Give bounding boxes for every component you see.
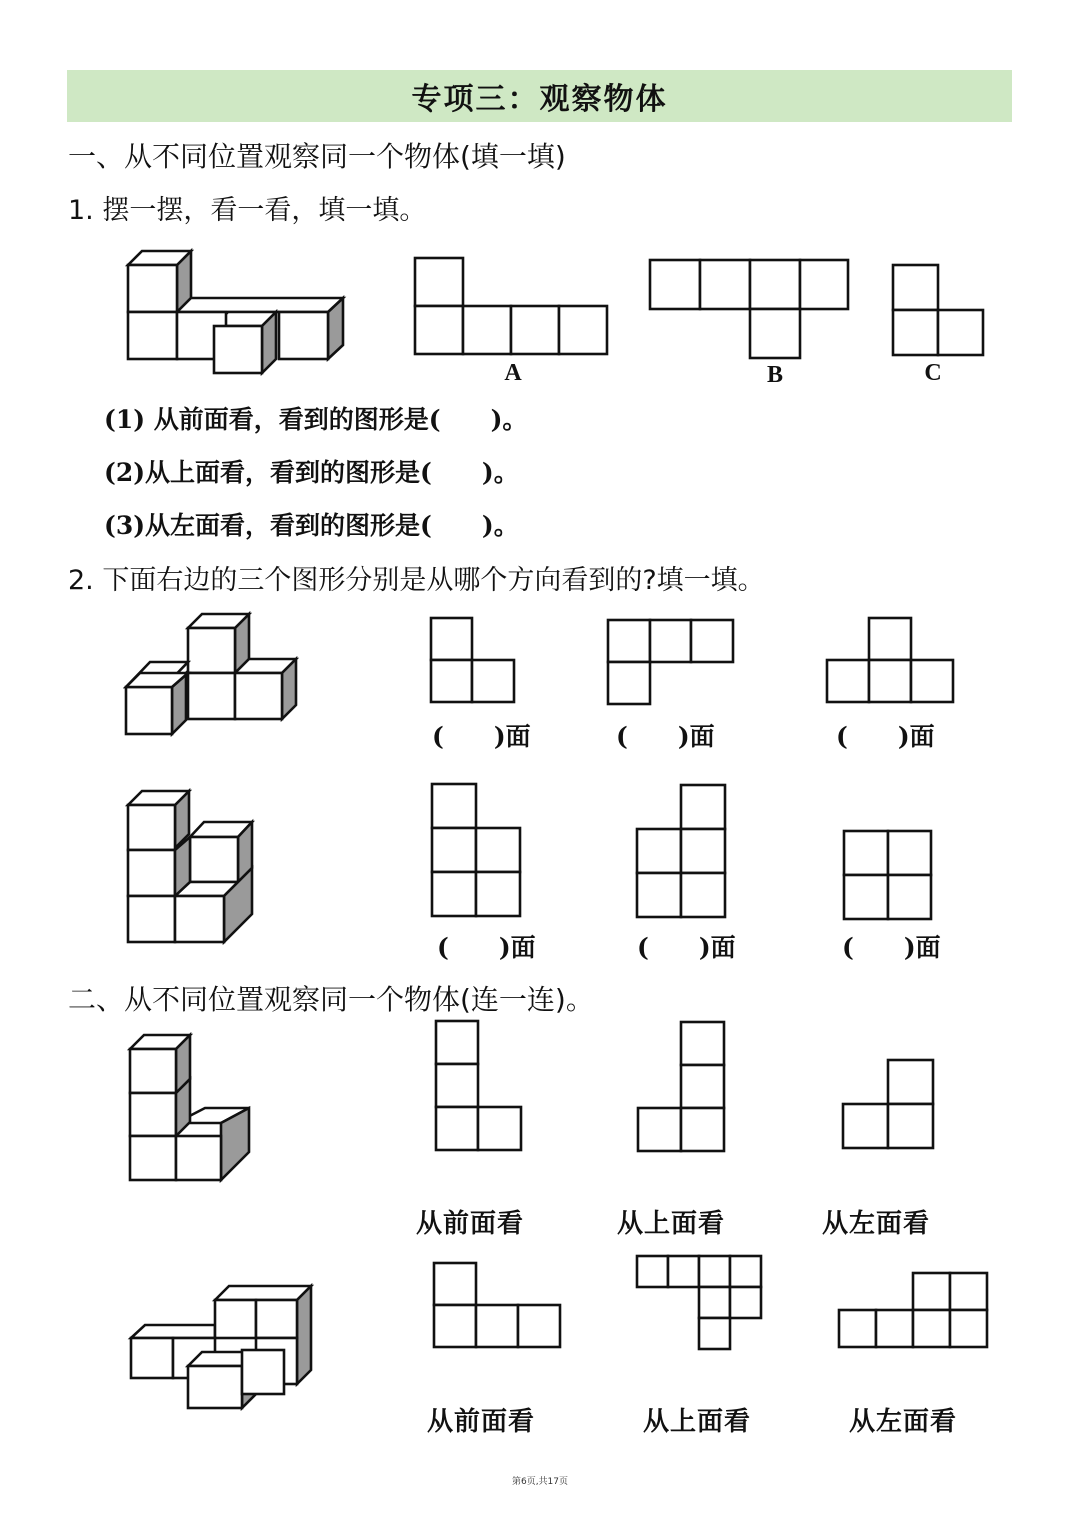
q2-row1-blank-3[interactable]: ( )面 bbox=[836, 722, 935, 751]
page-title-text: 专项三：观察物体 bbox=[411, 82, 668, 117]
s2-row1-label-top: 从上面看 bbox=[617, 1209, 726, 1239]
q2-prompt: 2. 下面右边的三个图形分别是从哪个方向看到的?填一填。 bbox=[68, 565, 765, 596]
q2-row1-blank-2[interactable]: ( )面 bbox=[616, 722, 715, 751]
q1-sub-question-2: (2)从上面看，看到的图形是( )。 bbox=[104, 458, 519, 487]
s2-row2-label-top: 从上面看 bbox=[643, 1407, 752, 1437]
q2-row2-blank-1[interactable]: ( )面 bbox=[437, 933, 536, 962]
page-footer: 第6页,共17页 bbox=[511, 1477, 569, 1487]
q2-row2-blank-3[interactable]: ( )面 bbox=[842, 933, 941, 962]
s2-row1-label-left: 从左面看 bbox=[822, 1209, 931, 1239]
section2-heading: 二、从不同位置观察同一个物体(连一连)。 bbox=[68, 983, 594, 1016]
q1-option-label-c: C bbox=[924, 360, 942, 386]
q1-sub-question-1: (1) 从前面看，看到的图形是( )。 bbox=[104, 405, 528, 434]
q2-row1-blank-1[interactable]: ( )面 bbox=[432, 722, 531, 751]
q1-solid-face bbox=[128, 312, 177, 359]
q1-solid-face bbox=[279, 312, 328, 359]
q1-solid-face bbox=[128, 265, 177, 312]
q1-solid-face bbox=[214, 326, 262, 373]
s2-row2-view-3 bbox=[0, 0, 1, 1]
q2-row2-blank-2[interactable]: ( )面 bbox=[637, 933, 736, 962]
s2-row2-label-front: 从前面看 bbox=[427, 1407, 536, 1437]
s2-row1-label-front: 从前面看 bbox=[416, 1209, 525, 1239]
q1-option-label-b: B bbox=[766, 362, 783, 388]
q1-sub-question-3: (3)从左面看，看到的图形是( )。 bbox=[104, 511, 519, 540]
q1-option-label-a: A bbox=[504, 360, 522, 386]
page-title bbox=[67, 70, 1012, 122]
section1-heading: 一、从不同位置观察同一个物体(填一填) bbox=[68, 140, 566, 173]
s2-row2-label-left: 从左面看 bbox=[849, 1407, 958, 1437]
q1-solid-top bbox=[177, 298, 343, 312]
q1-prompt: 1. 摆一摆，看一看，填一填。 bbox=[68, 195, 427, 226]
